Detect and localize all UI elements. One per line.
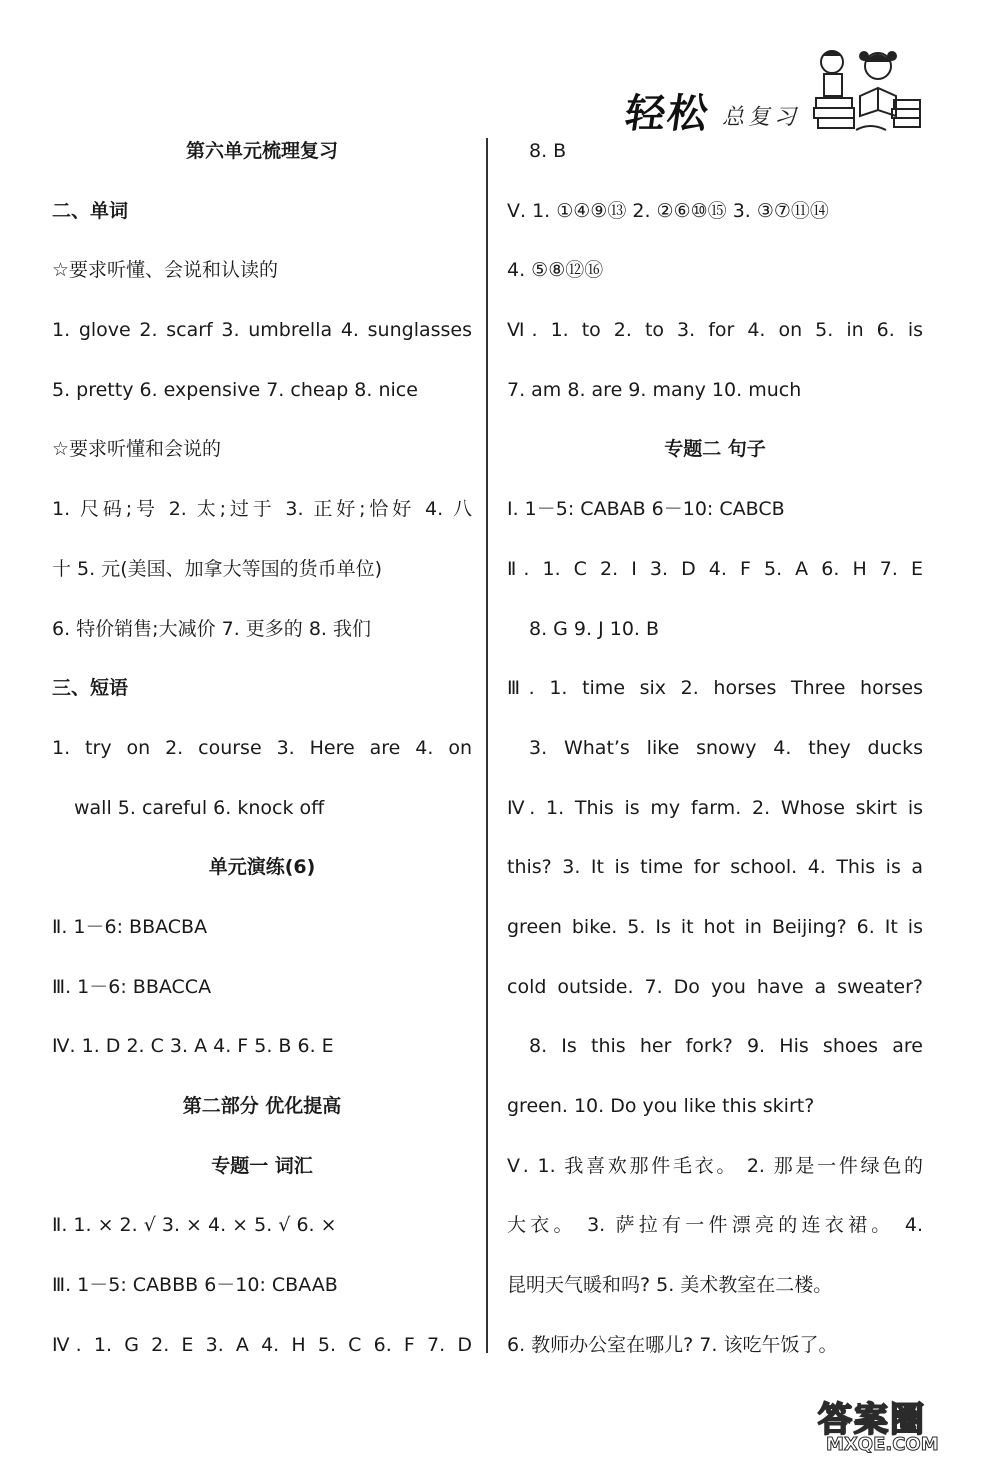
left-answer-line: ☆要求听懂、会说和认读的 <box>52 259 279 282</box>
left-answer-line: 二、单词 <box>52 199 129 222</box>
column-divider <box>486 138 488 1353</box>
right-answer-line: 昆明天气暖和吗? 5. 美术教室在二楼。 <box>507 1274 833 1297</box>
left-answer-line: 三、短语 <box>52 677 129 700</box>
right-answer-line: this? 3. It is time for school. 4. This is a <box>507 856 923 879</box>
right-answer-line: cold outside. 7. Do you have a sweater? <box>507 975 923 998</box>
left-answer-line: 十 5. 元(美国、加拿大等国的货币单位) <box>52 557 383 580</box>
left-answer-line: 专题一 词汇 <box>211 1154 313 1177</box>
right-answer-line: green bike. 5. Is it hot in Beijing? 6. It is <box>507 915 923 938</box>
left-answer-line: 1. 尺码;号 2. 太;过于 3. 正好;恰好 4. 八 <box>52 498 472 521</box>
right-answer-line: Ⅱ. 1. C 2. I 3. D 4. F 5. A 6. H 7. E <box>507 557 923 580</box>
left-answer-line: 1. glove 2. scarf 3. umbrella 4. sunglasses <box>52 319 472 342</box>
right-answer-line: Ⅵ. 1. to 2. to 3. for 4. on 5. in 6. is <box>507 319 923 342</box>
left-answer-line: Ⅲ. 1－6: BBACCA <box>52 975 212 998</box>
children-reading-illustration <box>810 36 922 136</box>
left-answer-line: Ⅳ. 1. G 2. E 3. A 4. H 5. C 6. F 7. D <box>52 1333 472 1356</box>
book-logo <box>622 36 922 136</box>
right-answer-line: green. 10. Do you like this skirt? <box>507 1095 815 1117</box>
left-answer-line: Ⅳ. 1. D 2. C 3. A 4. F 5. B 6. E <box>52 1035 334 1058</box>
right-answer-line: Ⅴ. 1. ①④⑨⑬ 2. ②⑥⑩⑮ 3. ③⑦⑪⑭ <box>507 199 829 222</box>
watermark-url: MXQE.COM <box>826 1434 939 1455</box>
right-answer-line: Ⅰ. 1－5: CABAB 6－10: CABCB <box>507 498 785 521</box>
watermark-text: 答案圈 <box>818 1400 926 1440</box>
right-answer-line: 8. Is this her fork? 9. His shoes are <box>529 1035 923 1058</box>
right-answer-line: 8. G 9. J 10. B <box>529 617 660 640</box>
right-answer-line: Ⅳ. 1. This is my farm. 2. Whose skirt is <box>507 796 923 819</box>
logo-title: 轻松 <box>622 90 713 137</box>
right-answer-line: Ⅴ. 1. 我喜欢那件毛衣。 2. 那是一件绿色的 <box>507 1154 923 1177</box>
left-answer-line: 第二部分 优化提高 <box>182 1095 342 1117</box>
watermark-logo <box>808 1392 1000 1460</box>
right-answer-line: 6. 教师办公室在哪儿? 7. 该吃午饭了。 <box>507 1333 838 1356</box>
left-answer-line: 1. try on 2. course 3. Here are 4. on <box>52 736 472 759</box>
logo-subtitle: 总复习 <box>722 105 801 130</box>
left-answer-line: wall 5. careful 6. knock off <box>74 796 325 819</box>
right-answer-line: 3. What’s like snowy 4. they ducks <box>529 736 923 759</box>
left-answer-line: 单元演练(6) <box>208 856 316 879</box>
left-answer-line: Ⅱ. 1. × 2. √ 3. × 4. × 5. √ 6. × <box>52 1214 337 1237</box>
left-answer-line: 第六单元梳理复习 <box>185 140 338 162</box>
right-answer-line: Ⅲ. 1. time six 2. horses Three horses <box>507 677 923 700</box>
right-column <box>507 122 923 1375</box>
right-answer-line: 8. B <box>529 140 567 162</box>
left-answer-line: Ⅲ. 1－5: CABBB 6－10: CBAAB <box>52 1274 338 1297</box>
left-answer-line: 5. pretty 6. expensive 7. cheap 8. nice <box>52 378 418 401</box>
left-answer-line: 6. 特价销售;大减价 7. 更多的 8. 我们 <box>52 617 371 640</box>
right-answer-line: 4. ⑤⑧⑫⑯ <box>507 259 604 282</box>
right-answer-line: 专题二 句子 <box>664 438 766 461</box>
right-answer-line: 大衣。 3. 萨拉有一件漂亮的连衣裙。 4. <box>507 1214 923 1237</box>
left-column <box>52 122 472 1375</box>
left-answer-line: ☆要求听懂和会说的 <box>52 438 222 461</box>
left-answer-line: Ⅱ. 1－6: BBACBA <box>52 915 208 938</box>
right-answer-line: 7. am 8. are 9. many 10. much <box>507 378 802 401</box>
